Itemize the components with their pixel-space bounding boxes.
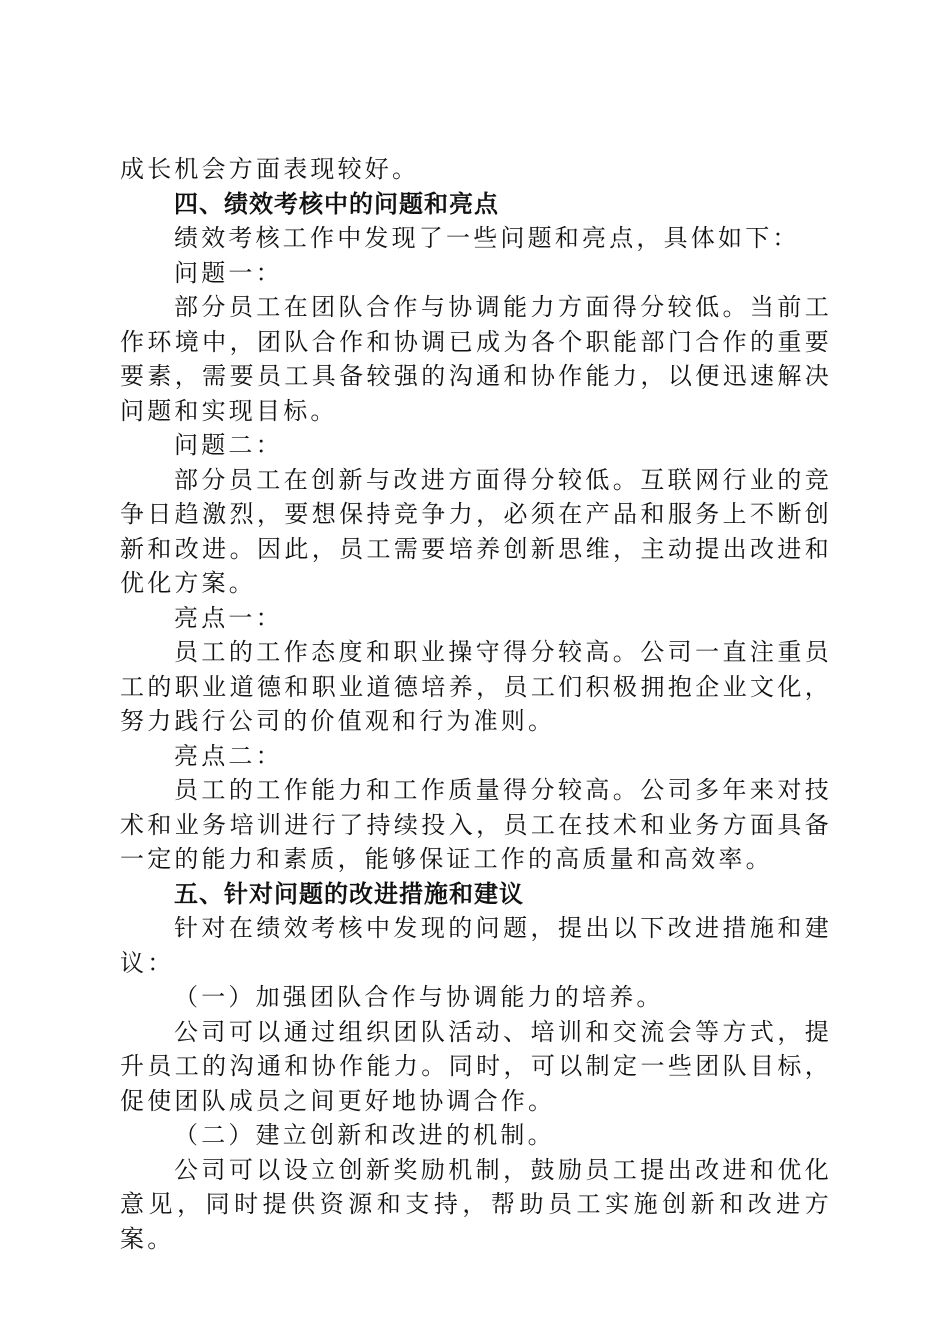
- paragraph-measure-one: 公司可以通过组织团队活动、培训和交流会等方式，提升员工的沟通和协作能力。同时，可以制定一些团队目标，促使团队成员之间更好地协调合作。: [120, 1017, 832, 1115]
- label-issue-two: 问题二：: [174, 431, 283, 459]
- paragraph-improvements-intro: 针对在绩效考核中发现的问题，提出以下改进措施和建议：: [120, 914, 832, 977]
- paragraph-issue-one: 部分员工在团队合作与协调能力方面得分较低。当前工作环境中，团队合作和协调已成为各个职能部门合作的重要要素，需要员工具备较强的沟通和协作能力，以便迅速解决问题和实现目标。: [120, 293, 832, 425]
- label-highlight-one: 亮点一：: [174, 603, 283, 632]
- paragraph-issues-intro: 绩效考核工作中发现了一些问题和亮点，具体如下：: [174, 224, 800, 252]
- paragraph-growth-summary: 成长机会方面表现较好。: [120, 155, 420, 183]
- paragraph-issue-two: 部分员工在创新与改进方面得分较低。互联网行业的竞争日趋激烈，要想保持竞争力，必须在产品和服务上不断创新和改进。因此，员工需要培养创新思维，主动提出改进和优化方案。: [120, 465, 832, 597]
- document-body: [120, 152, 832, 1256]
- paragraph-highlight-two: 员工的工作能力和工作质量得分较高。公司多年来对技术和业务培训进行了持续投入，员工在技术和业务方面具备一定的能力和素质，能够保证工作的高质量和高效率。: [120, 776, 832, 873]
- label-highlight-two: 亮点二：: [174, 741, 283, 770]
- label-measure-one: （一）加强团队合作与协调能力的培养。: [174, 983, 664, 1011]
- paragraph-highlight-one: 员工的工作态度和职业操守得分较高。公司一直注重员工的职业道德和职业道德培养，员工们积极拥抱企业文化，努力践行公司的价值观和行为准则。: [120, 638, 832, 735]
- section-heading-issues-highlights: 四、绩效考核中的问题和亮点: [174, 189, 499, 218]
- label-issue-one: 问题一：: [174, 258, 283, 287]
- section-heading-improvements: 五、针对问题的改进措施和建议: [174, 879, 524, 908]
- label-measure-two: （二）建立创新和改进的机制。: [174, 1121, 555, 1149]
- paragraph-measure-two: 公司可以设立创新奖励机制，鼓励员工提出改进和优化意见，同时提供资源和支持，帮助员工实施创新和改进方案。: [120, 1155, 832, 1253]
